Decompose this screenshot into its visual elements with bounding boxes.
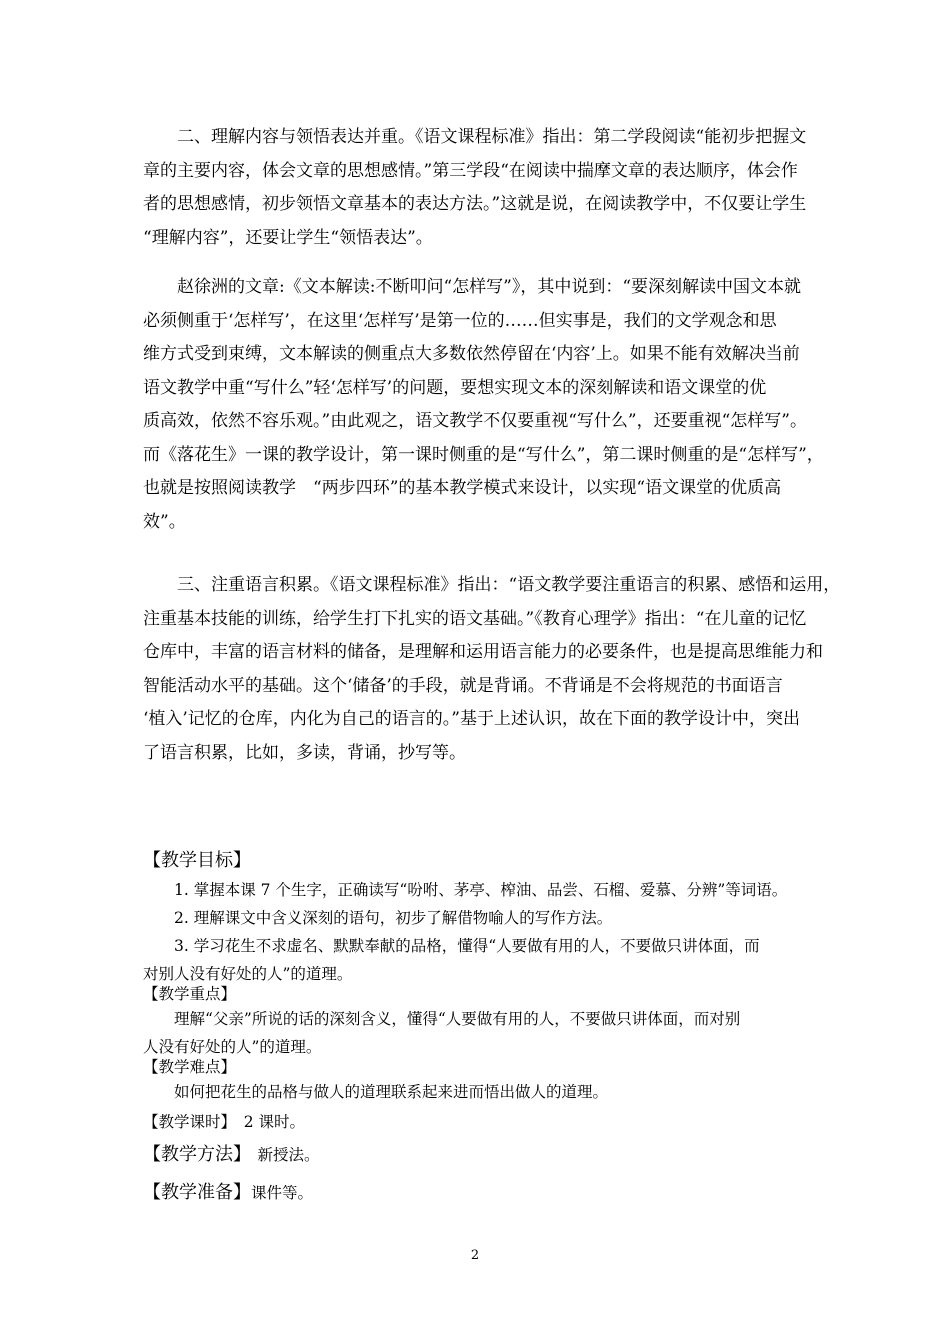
- objectives-list: [143, 876, 813, 988]
- class-hours-heading: 【教学课时】: [143, 1113, 229, 1131]
- text-line: 语文教学中重“写什么”轻‘怎样写’的问题，要想实现文本的深刻解读和语文课堂的优: [143, 377, 767, 398]
- method-value: 新授法。: [242, 1146, 320, 1164]
- paragraph-understanding-and-expression: [143, 121, 813, 255]
- class-hours-row: [143, 1110, 305, 1134]
- method-heading: 【教学方法】: [143, 1144, 242, 1165]
- difficulties-heading: 【教学难点】: [143, 1058, 237, 1076]
- objective-item-2: 2. 理解课文中含义深刻的语句，初步了解借物喻人的写作方法。: [143, 909, 613, 927]
- text-line: 者的思想感情，初步领悟文章基本的表达方法。”这就是说，在阅读教学中，不仅要让学生: [143, 194, 807, 214]
- objective-item-3-continued: 对别人没有好处的人”的道理。: [143, 965, 353, 983]
- text-line: 二、理解内容与领悟表达并重。《语文课程标准》指出：第二学段阅读“能初步把握文: [143, 127, 807, 147]
- preparation-row: [143, 1181, 313, 1205]
- text-line: 智能活动水平的基础。这个‘储备’的手段，就是背诵。不背诵是不会将规范的书面语言: [143, 675, 783, 696]
- text-line: 必须侧重于‘怎样写’，在这里‘怎样写’是第一位的……但实事是，我们的文学观念和思: [143, 310, 777, 331]
- text-line: “理解内容”，还要让学生“领悟表达”。: [143, 227, 433, 248]
- text-line: 理解“父亲”所说的话的深刻含义，懂得“人要做有用的人，不要做只讲体面，而对别: [143, 1010, 741, 1028]
- key-points-text: [143, 1005, 813, 1061]
- preparation-heading: 【教学准备】: [143, 1182, 251, 1203]
- text-line: 维方式受到束缚，文本解读的侧重点大多数依然停留在‘内容’上。如果不能有效解决当前: [143, 344, 800, 364]
- text-line: 章的主要内容，体会文章的思想感情。”第三学段“在阅读中揣摩文章的表达顺序，体会作: [143, 160, 798, 181]
- text-line: 仓库中，丰富的语言材料的储备，是理解和运用语言能力的必要条件，也是提高思维能力和: [143, 642, 823, 662]
- preparation-value: 课件等。: [251, 1184, 314, 1202]
- objective-item-1: 1. 掌握本课 7 个生字，正确读写“吩咐、茅亭、榨油、品尝、石榴、爱慕、分辨”等词语。: [143, 881, 788, 899]
- text-line: 而《落花生》一课的教学设计，第一课时侧重的是“写什么”，第二课时侧重的是“怎样写”，: [143, 444, 824, 465]
- text-line: 人没有好处的人”的道理。: [143, 1038, 322, 1056]
- text-line: 注重基本技能的训练，给学生打下扎实的语文基础。”《教育心理学》指出：“在儿童的记忆: [143, 608, 807, 629]
- objectives-heading: 【教学目标】: [143, 850, 251, 871]
- text-line: 效”。: [143, 511, 186, 532]
- text-line: 了语言积累，比如，多读，背诵，抄写等。: [143, 742, 466, 763]
- key-points-heading: 【教学重点】: [143, 985, 237, 1003]
- text-line: ‘植入’记忆的仓库，内化为自己的语言的。”基于上述认识，故在下面的教学设计中，突出: [143, 709, 800, 729]
- difficulties-text: [143, 1078, 813, 1106]
- text-line: 如何把花生的品格与做人的道理联系起来进而悟出做人的道理。: [143, 1083, 609, 1101]
- text-line: 赵徐洲的文章:《文本解读:不断叩问“怎样写”》，其中说到：“要深刻解读中国文本就: [143, 277, 802, 297]
- method-row: [143, 1143, 320, 1167]
- paragraph-zhao-xuzhou-quote: [143, 271, 824, 539]
- class-hours-value: 2 课时。: [228, 1113, 306, 1131]
- paragraph-language-accumulation: [143, 569, 841, 770]
- text-line: 也就是按照阅读教学 “两步四环”的基本教学模式来设计，以实现“语文课堂的优质高: [143, 478, 782, 498]
- objective-item-3: 3. 学习花生不求虚名、默默奉献的品格，懂得“人要做有用的人，不要做只讲体面，而: [143, 937, 760, 955]
- text-line: 三、注重语言积累。《语文课程标准》指出：“语文教学要注重语言的积累、感悟和运用，: [143, 575, 841, 595]
- text-line: 质高效，依然不容乐观。”由此观之，语文教学不仅要重视“写什么”，还要重视“怎样写”。: [143, 411, 807, 431]
- page-number: 2: [470, 1248, 480, 1263]
